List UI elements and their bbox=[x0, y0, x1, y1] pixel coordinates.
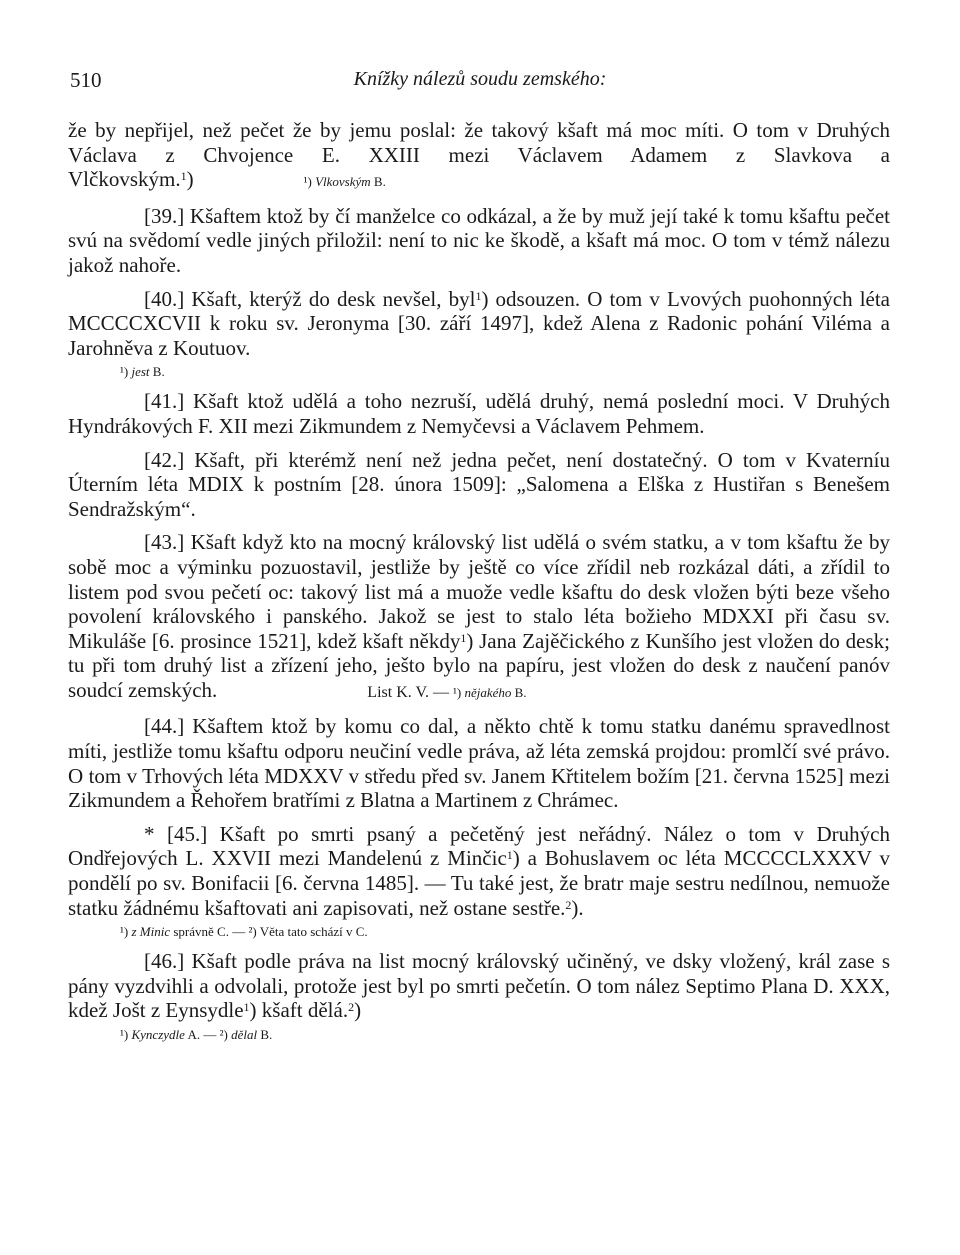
footnote-marker: 2 bbox=[565, 897, 572, 912]
paragraph bbox=[68, 949, 890, 1023]
page-number: 510 bbox=[70, 68, 102, 92]
paragraph-text: * [45.] Kšaft po smrti psaný a pečetěný jest neřádný. Nález o tom v Druhých Ondřejových L. XXVII mezi Mandelenú z Minčic bbox=[68, 821, 890, 871]
paragraph-text: ) kšaft dělá. bbox=[249, 998, 349, 1023]
paragraph-text: ) bbox=[354, 998, 362, 1023]
footnote-marker: 1 bbox=[243, 1000, 250, 1015]
paragraph-text: [39.] Kšaftem ktož by čí manželce co odkázal, a že by muž její také k tomu kšaftu pečet svú na svědomí vedle jiných přiložil: není to nic ke škodě, a kšaft má moc. O tom v témž nálezu jakož nahoře. bbox=[68, 203, 890, 277]
running-head bbox=[70, 68, 890, 98]
paragraph bbox=[68, 822, 890, 920]
paragraph-text: [40.] Kšaft, kterýž do desk nevšel, byl bbox=[144, 286, 476, 311]
paragraph bbox=[68, 530, 890, 705]
paragraph-text: ) odsouzen. O tom v Lvových puohonných léta MCCCCXCVII k roku sv. Jeronyma [30. září 1497], kdež Alena z Radonic pohání Viléma a Jarohněva z Koutuov. bbox=[68, 286, 891, 360]
inline-footnote: ¹) nějakého B. bbox=[452, 684, 527, 700]
paragraph-text: ) bbox=[186, 167, 194, 192]
footnote: ¹) z Minic správně C. — ²) Věta tato schází v C. bbox=[120, 924, 368, 940]
paragraph-text: ) a Bohuslavem oc léta MCCCCLXXXV v pondělí po sv. Bonifacii [6. června 1485]. — Tu také jest, že bratr maje sestru nedílnou, nemuože statku žádnému kšaftovati ani zapisovati, než ostane sestře. bbox=[68, 846, 890, 920]
paragraph-text: [46.] Kšaft podle práva na list mocný královský učiněný, ve dsky vložený, král zase s pány vyzdvihli a odvolali, protože jest byl po smrti pečetín. O tom nález Septimo Plana D. XXX, kdež Jošt z Eynsydle bbox=[68, 949, 890, 1023]
footnote-marker: 1 bbox=[180, 169, 187, 184]
inline-footnote: ¹) Vlkovským B. bbox=[303, 174, 386, 190]
footnote: ¹) Kynczydle A. — ²) dělal B. bbox=[120, 1027, 273, 1042]
paragraph bbox=[68, 204, 890, 278]
paragraph-text: [43.] Kšaft když kto na mocný královský list udělá o svém statku, a v tom kšaftu že by sobě moc a výminku pozuostavil, jestliže by ještě co více zřídil neb rozkázal dáti, a zřídil to listem pod svou pečetí oc: takový list má a muože vedle kšaftu do desk vložen býti beze všeho povolení královského i panského. Jakož se jest to stalo léta božieho MDXXI při času sv. Mikuláše [6. prosince 1521], kdež kšaft někdy bbox=[68, 530, 890, 653]
paragraph bbox=[68, 118, 890, 195]
paragraph-text: ) Jana Zajěčického z Kunšího jest vložen do desk; tu při tom druhý list a zřízení jeho, ješto bylo na papíru, jest vložen do desk z naučení panóv soudcí zemských. bbox=[68, 628, 890, 702]
footnote-marker: 1 bbox=[475, 288, 482, 303]
footnote-marker: 1 bbox=[506, 848, 513, 863]
paragraph-text: že by nepřijel, než pečet že by jemu poslal: že takový kšaft má moc míti. O tom v Druhých Václava z Chvojence E. XXIII mezi Václavem Adamem z Slavkova a Vlčkovským. bbox=[68, 118, 890, 192]
source-note: List K. V. — bbox=[367, 683, 453, 701]
footnote-marker: 2 bbox=[348, 1000, 355, 1015]
paragraph-text: ). bbox=[571, 895, 584, 920]
footnote: ¹) jest B. bbox=[120, 364, 165, 380]
running-title: Knížky nálezů soudu zemského: bbox=[353, 68, 607, 90]
paragraph-text: [41.] Kšaft ktož udělá a toho nezruší, udělá druhý, nemá poslední moci. V Druhých Hyndrákových F. XII mezi Zikmundem z Nemyčevsi a Václavem Pehmem. bbox=[68, 389, 890, 438]
body-text bbox=[68, 118, 890, 1052]
paragraph-text: [42.] Kšaft, při kterémž není než jedna pečet, není dostatečný. O tom v Kvaterníu Úterním léta MDIX k postním [28. února 1509]: „Salomena a Elška z Hustiřan s Benešem Sendražským“. bbox=[68, 447, 890, 521]
paragraph-text: [44.] Kšaftem ktož by komu co dal, a někto chtě k tomu statku danému spravedlnost míti, jestliže tomu kšaftu odporu neučiní vedle práva, až léta zemská projdou: promlčí své právo. O tom v Trhových léta MDXXV v středu před sv. Janem Křtitelem božím [21. června 1525] mezi Zikmundem a Řehořem bratřími z Blatna a Martinem z Chrámec. bbox=[68, 714, 890, 813]
footnote-marker: 1 bbox=[460, 630, 467, 645]
paragraph bbox=[68, 448, 890, 522]
paragraph bbox=[68, 714, 890, 812]
paragraph bbox=[68, 389, 890, 438]
paragraph bbox=[68, 287, 890, 361]
